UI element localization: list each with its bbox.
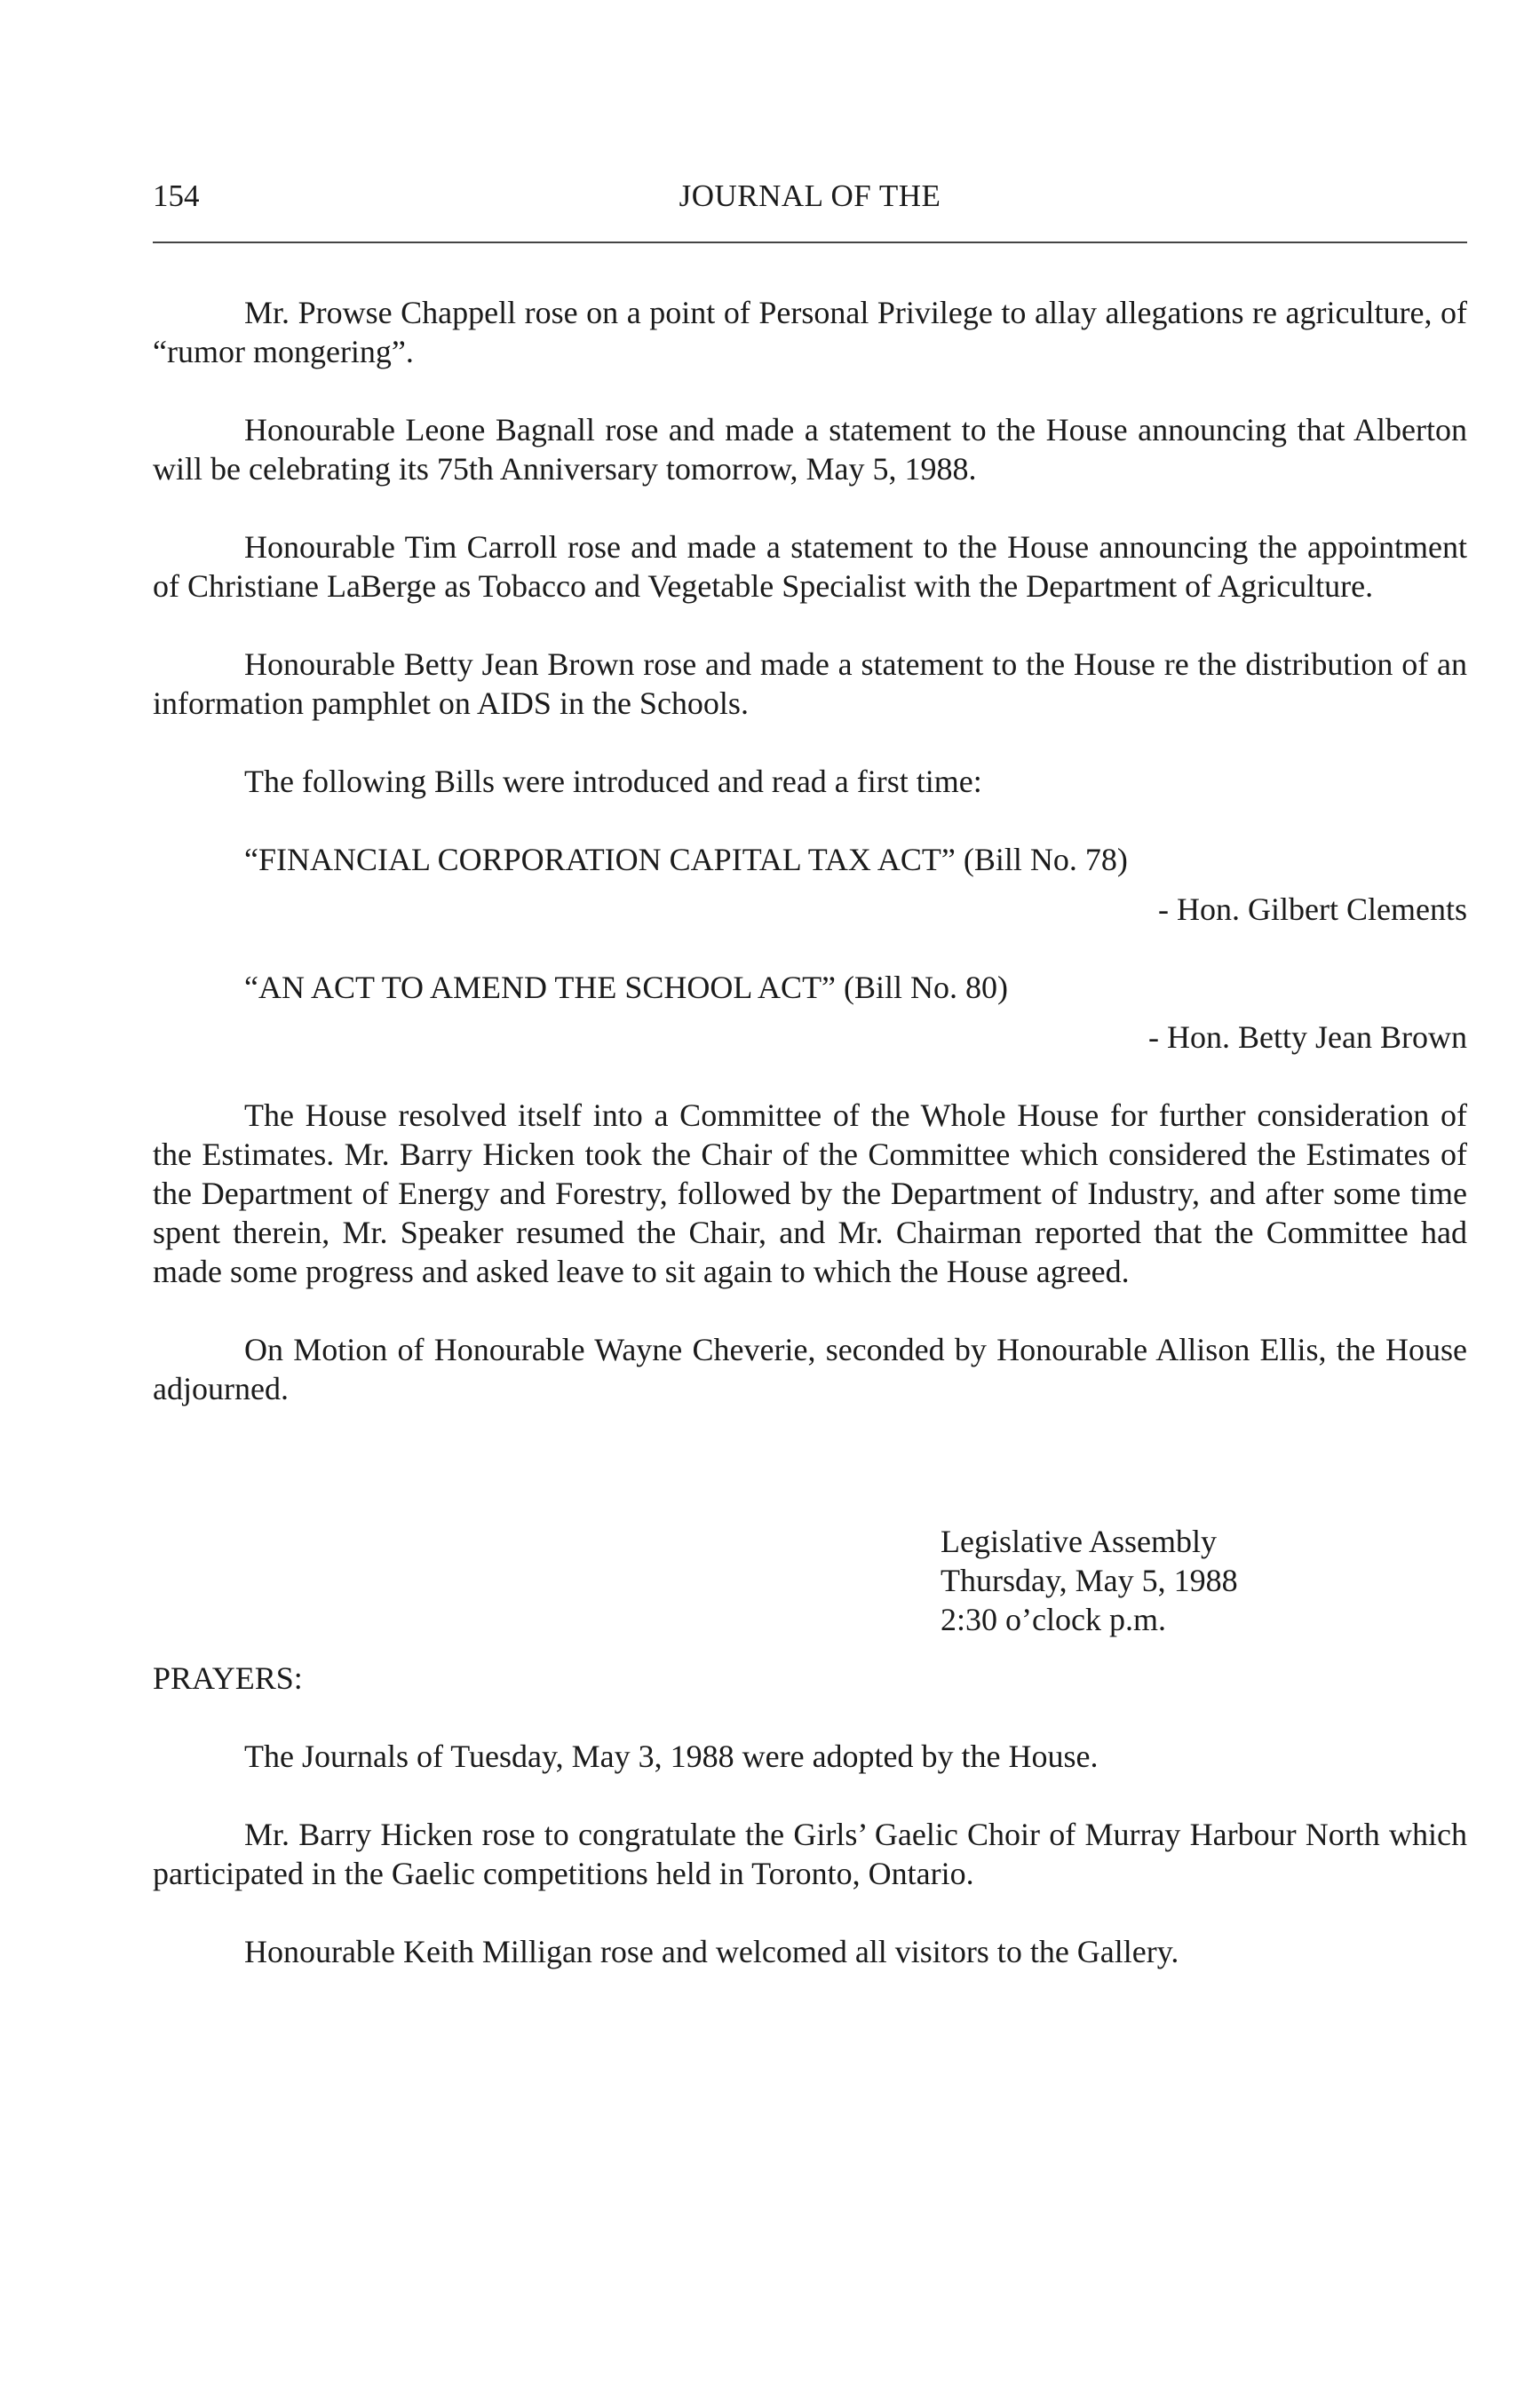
running-title: JOURNAL OF THE (679, 178, 941, 213)
bill-sponsor: - Hon. Gilbert Clements (1158, 891, 1467, 927)
sitting-date: Thursday, May 5, 1988 (941, 1563, 1238, 1598)
journal-body (153, 293, 1467, 2010)
journal-page (153, 0, 1467, 2408)
paragraph-alberton-anniversary: Honourable Leone Bagnall rose and made a statement to the House announcing that Alberton will be celebrating its 75th Anniversary tomorrow, May 5, 1988. (153, 412, 1467, 487)
header-rule (153, 242, 1467, 243)
paragraph-committee-of-whole: The House resolved itself into a Committee of the Whole House for further consideration of the Estimates. Mr. Barry Hicken took the Chair of the Committee which considered the Estimates of the Department of Energy and Forestry, followed by the Department of Industry, and after some time spent therein, Mr. Speaker resumed the Chair, and Mr. Chairman reported that the Committee had made some progress and asked leave to sit again to which the House agreed. (153, 1097, 1467, 1289)
paragraph-journals-adopted: The Journals of Tuesday, May 3, 1988 were adopted by the House. (244, 1739, 1099, 1774)
paragraph-personal-privilege: Mr. Prowse Chappell rose on a point of Personal Privilege to allay allegations re agriculture, of “rumor mongering”. (153, 295, 1467, 369)
sitting-header (153, 1522, 1467, 1639)
bill-title: “FINANCIAL CORPORATION CAPITAL TAX ACT” (Bill No. 78) (244, 842, 1128, 877)
paragraph-specialist-appointment: Honourable Tim Carroll rose and made a statement to the House announcing the appointment of Christiane LaBerge as Tobacco and Vegetable Specialist with the Department of Agriculture. (153, 529, 1467, 604)
prayers-heading: PRAYERS: (153, 1660, 303, 1696)
sitting-assembly: Legislative Assembly (941, 1524, 1217, 1559)
page-header (153, 174, 1467, 218)
paragraph-bills-introduced: The following Bills were introduced and read a first time: (244, 764, 982, 799)
paragraph-gaelic-choir: Mr. Barry Hicken rose to congratulate the Girls’ Gaelic Choir of Murray Harbour North which participated in the Gaelic competitions held in Toronto, Ontario. (153, 1817, 1467, 1891)
page-number: 154 (153, 178, 200, 213)
paragraph-aids-pamphlet: Honourable Betty Jean Brown rose and made a statement to the House re the distribution of an information pamphlet on AIDS in the Schools. (153, 646, 1467, 721)
bill-title: “AN ACT TO AMEND THE SCHOOL ACT” (Bill No. 80) (244, 970, 1009, 1005)
paragraph-adjournment: On Motion of Honourable Wayne Cheverie, seconded by Honourable Allison Ellis, the House adjourned. (153, 1332, 1467, 1406)
paragraph-visitors-welcomed: Honourable Keith Milligan rose and welcomed all visitors to the Gallery. (244, 1934, 1179, 1969)
bill-sponsor: - Hon. Betty Jean Brown (1148, 1019, 1467, 1055)
sitting-time: 2:30 o’clock p.m. (941, 1602, 1166, 1637)
